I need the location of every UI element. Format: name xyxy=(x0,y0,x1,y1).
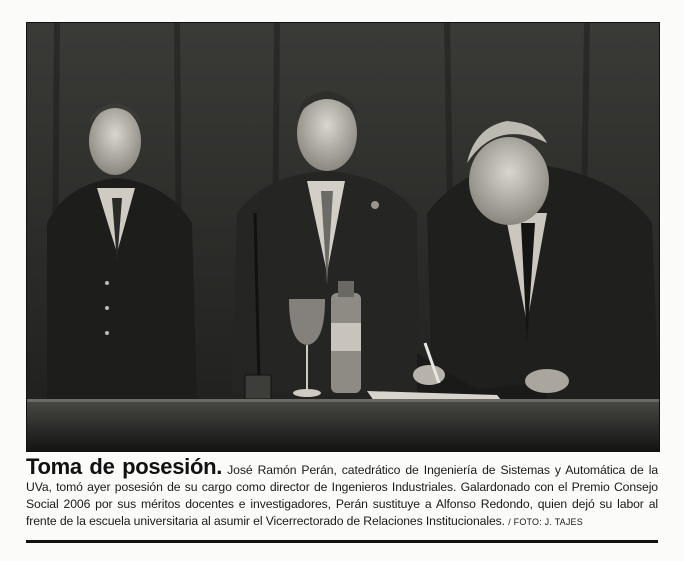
ceremony-photo-illustration xyxy=(27,23,659,451)
bottom-rule xyxy=(26,540,658,543)
photo-credit: / FOTO: J. TAJES xyxy=(508,517,583,527)
photo-caption xyxy=(26,454,659,531)
caption-headline: Toma de posesión. xyxy=(26,454,223,479)
caption-body: José Ramón Perán, catedrático de Ingeniería de Sistemas y Automática de la UVa, tomó ayer posesión de su cargo como director de Ingenieros Industriales. Galardonado con el Premio Consejo Social 2006 por sus méritos docentes e investigadores, Perán sustituye a Alfonso Redondo, quien dejó su labor al frente de la escuela universitaria al asumir el Vicerrectorado de Relaciones Institucionales. xyxy=(26,463,659,528)
news-photo xyxy=(26,22,660,452)
